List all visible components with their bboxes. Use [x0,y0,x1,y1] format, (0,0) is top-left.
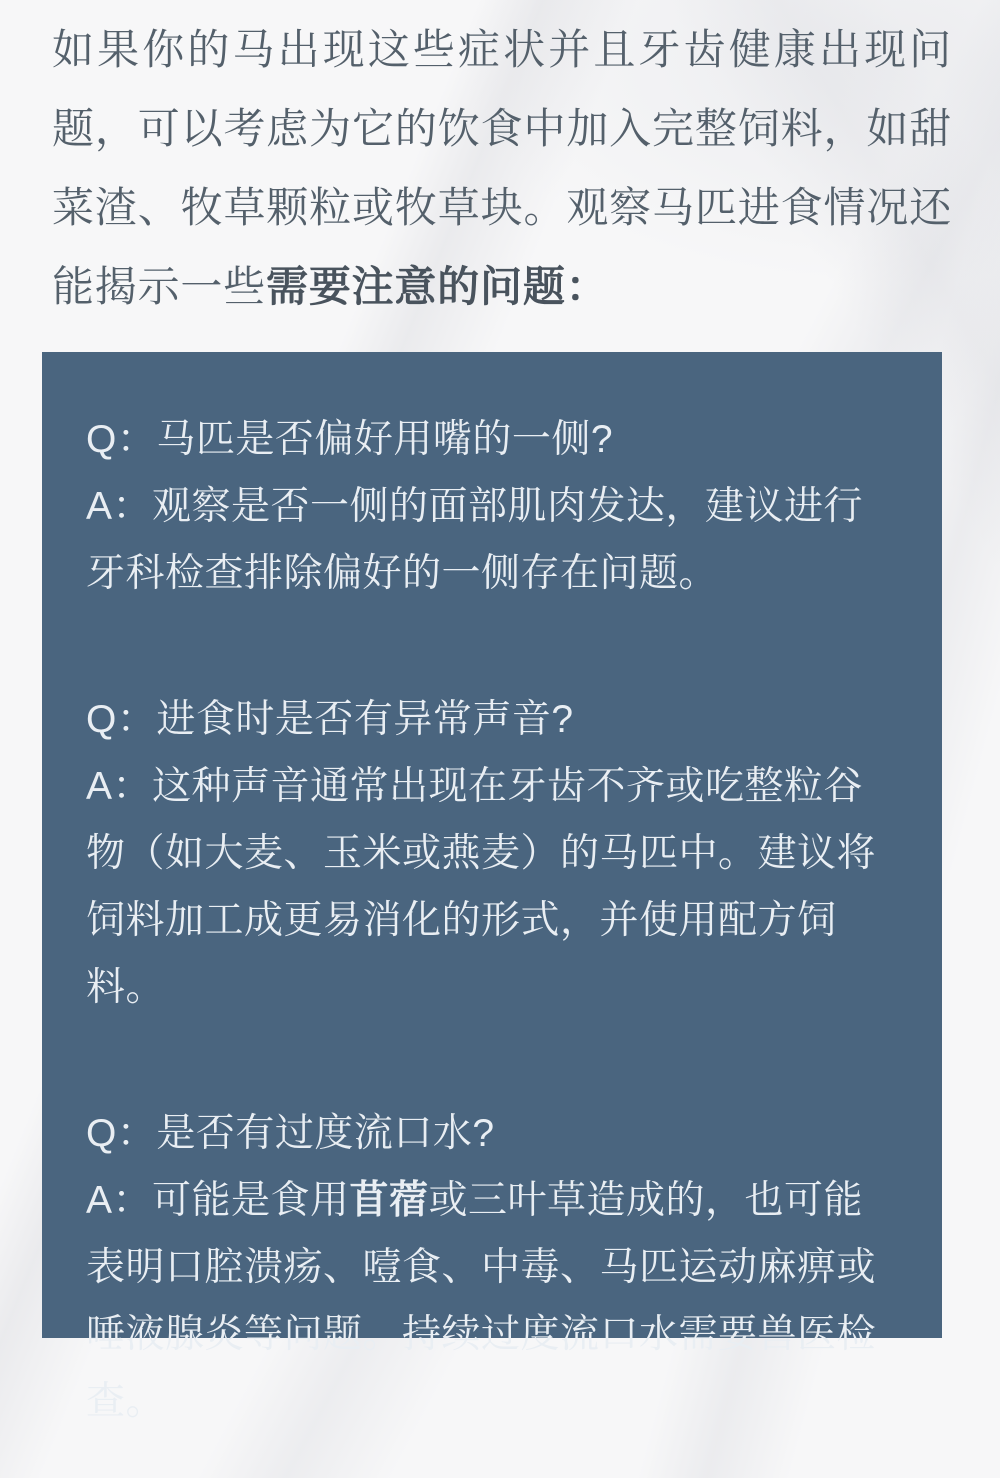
answer-text-post: 或三叶草造成的，也可能表明口腔溃疡、噎食、中毒、马匹运动麻痹或唾液腺炎等问题。持续过度流口水需要兽医检查。 [86,1179,877,1423]
question-text: 马匹是否偏好用嘴的一侧? [156,418,614,461]
question-label: Q： [86,418,157,461]
answer-label: A： [86,1179,153,1222]
question-line [86,686,898,753]
answer-text: 这种声音通常出现在牙齿不齐或吃整粒谷物（如大麦、玉米或燕麦）的马匹中。建议将饲料加工成更易消化的形式，并使用配方饲料。 [86,765,877,1009]
question-label: Q： [86,1112,157,1155]
qa-box [42,352,942,1423]
answer-label: A： [86,485,153,528]
answer-text: 观察是否一侧的面部肌肉发达，建议进行牙科检查排除偏好的一侧存在问题。 [86,485,864,595]
intro-paragraph [0,0,1000,326]
intro-text-emphasis: 需要注意的问题： [266,263,609,310]
question-line [86,1100,898,1167]
qa-item-2 [86,686,898,1021]
answer-text-emphasis: 苜蓿 [349,1179,429,1222]
answer-line [86,473,898,607]
qa-item-1 [86,406,898,607]
question-label: Q： [86,698,157,741]
qa-item-3 [86,1100,898,1435]
question-text: 是否有过度流口水? [156,1112,495,1155]
answer-line [86,1167,898,1435]
question-line [86,406,898,473]
answer-text-pre: 可能是食用 [152,1179,350,1222]
intro-text: 如果你的马出现这些症状并且牙齿健康出现问题，可以考虑为它的饮食中加入完整饲料，如甜菜渣、牧草颗粒或牧草块。观察马匹进食情况还能揭示一些 [52,26,952,310]
answer-label: A： [86,765,153,808]
answer-line [86,753,898,1021]
question-text: 进食时是否有异常声音? [156,698,574,741]
